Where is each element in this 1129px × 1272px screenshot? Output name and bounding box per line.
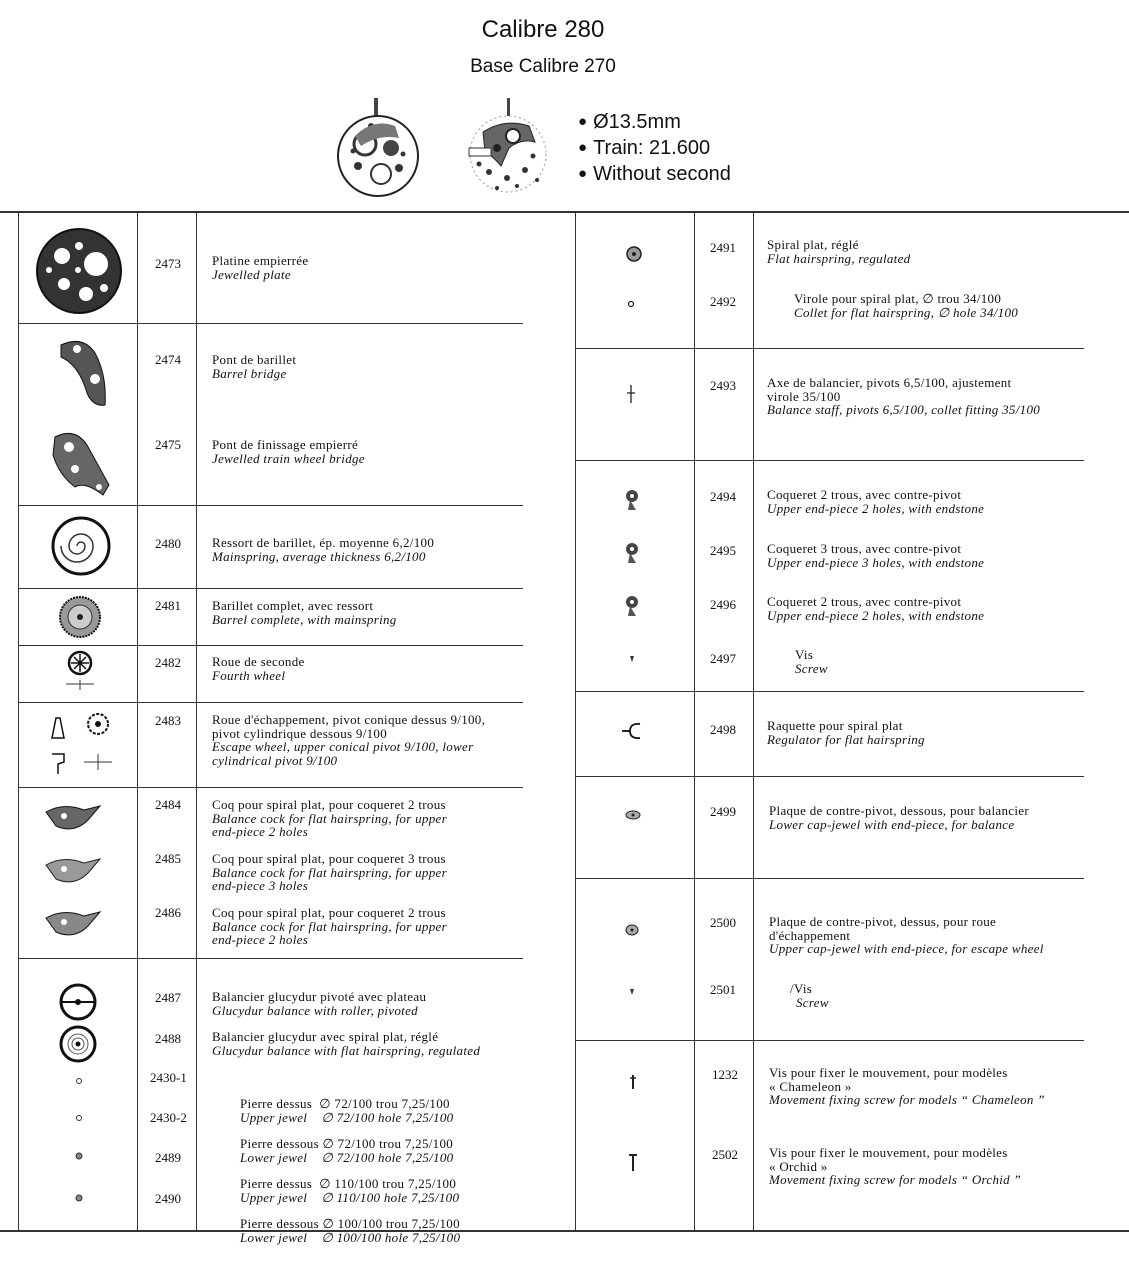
row-separator	[18, 645, 523, 646]
part-number: 2430-1	[150, 1070, 187, 1085]
row-separator	[18, 787, 523, 788]
jewelled-plate-icon	[34, 226, 124, 316]
part-description: Pont de barillet Barrel bridge	[212, 352, 297, 381]
part-description: Pierre dessous ∅ 100/100 trou 7,25/100 Lower jewel ∅ 100/100 hole 7,25/100	[240, 1216, 461, 1245]
part-number: 2480	[155, 536, 181, 551]
cap-jewel-icon	[624, 923, 640, 937]
row-separator	[18, 505, 523, 506]
part-description: Axe de balancier, pivots 6,5/100, ajustement virole 35/100 Balance staff, pivots 6,5/100, collet fitting 35/100	[767, 375, 1041, 417]
balance-cock-icon	[44, 853, 102, 889]
row-separator	[576, 878, 1084, 879]
row-separator	[576, 776, 1084, 777]
part-description: Ressort de barillet, ép. moyenne 6,2/100 Mainspring, average thickness 6,2/100	[212, 535, 435, 564]
jewel-icon	[73, 1192, 85, 1204]
specs-list	[578, 110, 731, 188]
train-bridge-icon	[45, 425, 115, 500]
part-number: 2484	[155, 797, 181, 812]
part-number: 2482	[155, 655, 181, 670]
jewel-icon	[74, 1076, 84, 1086]
part-description: Balancier glucydur avec spiral plat, réglé Glucydur balance with flat hairspring, regulated	[212, 1029, 481, 1058]
barrel-bridge-icon	[55, 335, 115, 415]
part-number: 2496	[710, 597, 736, 612]
part-description: Coqueret 2 trous, avec contre-pivot Upper end-piece 2 holes, with endstone	[767, 594, 985, 623]
part-number: 2501	[710, 982, 736, 997]
part-description: Spiral plat, réglé Flat hairspring, regulated	[767, 237, 911, 266]
balance-cock-icon	[44, 800, 102, 836]
part-number: 2475	[155, 437, 181, 452]
part-description: Coq pour spiral plat, pour coqueret 2 trous Balance cock for flat hairspring, for upper end-piece 2 holes	[212, 797, 447, 839]
part-description: Raquette pour spiral plat Regulator for flat hairspring	[767, 718, 925, 747]
fourth-wheel-icon	[62, 650, 98, 692]
balance-hairspring-icon	[58, 1024, 98, 1064]
part-number: 2500	[710, 915, 736, 930]
part-number: 1232	[712, 1067, 738, 1082]
table-top-rule	[0, 211, 1129, 213]
part-description: Platine empierrée Jewelled plate	[212, 253, 309, 282]
part-description: Plaque de contre-pivot, dessus, pour roue d'échappement Upper cap-jewel with end-piece, for escape wheel	[769, 914, 1044, 956]
row-separator	[18, 958, 523, 959]
jewel-icon	[74, 1113, 84, 1123]
table-left-border	[18, 212, 19, 1230]
spec-train: ● Train: 21.600	[578, 136, 731, 162]
end-piece-icon	[622, 488, 642, 514]
part-number: 2493	[710, 378, 736, 393]
end-piece-icon	[622, 541, 642, 567]
collet-icon	[627, 300, 635, 308]
part-description: Vis pour fixer le mouvement, pour modèles « Orchid » Movement fixing screw for models “ Orchid ”	[769, 1145, 1022, 1187]
table-center-divider	[575, 212, 576, 1230]
spec-second: ● Without second	[578, 162, 731, 188]
table-col-divider	[694, 212, 695, 1230]
part-description: Vis pour fixer le mouvement, pour modèles « Chameleon » Movement fixing screw for models “ Chameleon ”	[769, 1065, 1045, 1107]
part-description: Roue de seconde Fourth wheel	[212, 654, 305, 683]
escape-wheel-icon	[44, 708, 116, 778]
fixing-screw-icon	[629, 1074, 637, 1090]
page-subtitle: Base Calibre 270	[470, 56, 616, 77]
part-description: Coqueret 3 trous, avec contre-pivot Upper end-piece 3 holes, with endstone	[767, 541, 985, 570]
part-number: 2489	[155, 1150, 181, 1165]
hairspring-icon	[624, 244, 644, 264]
part-description: Plaque de contre-pivot, dessous, pour balancier Lower cap-jewel with end-piece, for balance	[769, 803, 1029, 832]
part-description: Pont de finissage empierré Jewelled train wheel bridge	[212, 437, 365, 466]
spec-diameter: ● Ø13.5mm	[578, 110, 731, 136]
balance-wheel-icon	[58, 982, 98, 1022]
part-description: Pierre dessus ∅ 72/100 trou 7,25/100 Upper jewel ∅ 72/100 hole 7,25/100	[240, 1096, 454, 1125]
balance-staff-icon	[624, 384, 638, 404]
part-number: 2483	[155, 713, 181, 728]
balance-cock-icon	[44, 906, 102, 942]
row-separator	[576, 691, 1084, 692]
part-description: Barillet complet, avec ressort Barrel complete, with mainspring	[212, 598, 397, 627]
part-number: 2481	[155, 598, 181, 613]
barrel-icon	[58, 595, 102, 639]
part-description: Roue d'échappement, pivot conique dessus 9/100, pivot cylindrique dessous 9/100 Escape wheel, upper conical pivot 9/100, lower cylindrical pivot 9/100	[212, 712, 486, 768]
movement-bridge-side-icon	[463, 96, 553, 196]
fixing-screw-icon	[627, 1153, 639, 1173]
part-description: Vis Screw	[795, 647, 828, 676]
part-description: Coq pour spiral plat, pour coqueret 2 trous Balance cock for flat hairspring, for upper end-piece 2 holes	[212, 905, 447, 947]
part-description: Virole pour spiral plat, ∅ trou 34/100 Collet for flat hairspring, ∅ hole 34/100	[794, 291, 1019, 320]
jewel-icon	[73, 1150, 85, 1162]
part-description: Coq pour spiral plat, pour coqueret 3 trous Balance cock for flat hairspring, for upper end-piece 3 holes	[212, 851, 447, 893]
part-number: 2487	[155, 990, 181, 1005]
part-description: Coqueret 2 trous, avec contre-pivot Upper end-piece 2 holes, with endstone	[767, 487, 985, 516]
part-number: 2486	[155, 905, 181, 920]
row-separator	[18, 323, 523, 324]
cap-jewel-icon	[624, 809, 642, 821]
table-col-divider	[137, 212, 138, 1230]
table-col-divider	[196, 212, 197, 1230]
part-number: 2498	[710, 722, 736, 737]
part-description: Pierre dessus ∅ 110/100 trou 7,25/100 Upper jewel ∅ 110/100 hole 7,25/100	[240, 1176, 460, 1205]
part-number: 2494	[710, 489, 736, 504]
part-number: 2497	[710, 651, 736, 666]
table-col-divider	[753, 212, 754, 1230]
part-number: 2492	[710, 294, 736, 309]
part-number: 2485	[155, 851, 181, 866]
row-separator	[576, 460, 1084, 461]
part-number: 2499	[710, 804, 736, 819]
row-separator	[18, 702, 523, 703]
table-bottom-rule	[0, 1230, 1129, 1232]
row-separator	[18, 588, 523, 589]
part-number: 2502	[712, 1147, 738, 1162]
part-number: 2490	[155, 1191, 181, 1206]
row-separator	[576, 1040, 1084, 1041]
page-title: Calibre 280	[481, 16, 605, 43]
part-description: Balancier glucydur pivoté avec plateau Glucydur balance with roller, pivoted	[212, 989, 427, 1018]
mainspring-icon	[50, 515, 112, 577]
screw-icon	[629, 988, 635, 996]
part-number: 2488	[155, 1031, 181, 1046]
part-number: 2430-2	[150, 1110, 187, 1125]
part-number: 2495	[710, 543, 736, 558]
screw-icon	[629, 655, 635, 663]
part-description: Pierre dessous ∅ 72/100 trou 7,25/100 Lower jewel ∅ 72/100 hole 7,25/100	[240, 1136, 454, 1165]
part-number: 2474	[155, 352, 181, 367]
part-number: 2491	[710, 240, 736, 255]
regulator-icon	[620, 721, 644, 741]
part-number: 2473	[155, 256, 181, 271]
movement-dial-side-icon	[333, 96, 423, 201]
part-description: /Vis Screw	[790, 981, 829, 1010]
end-piece-icon	[622, 594, 642, 620]
row-separator	[576, 348, 1084, 349]
